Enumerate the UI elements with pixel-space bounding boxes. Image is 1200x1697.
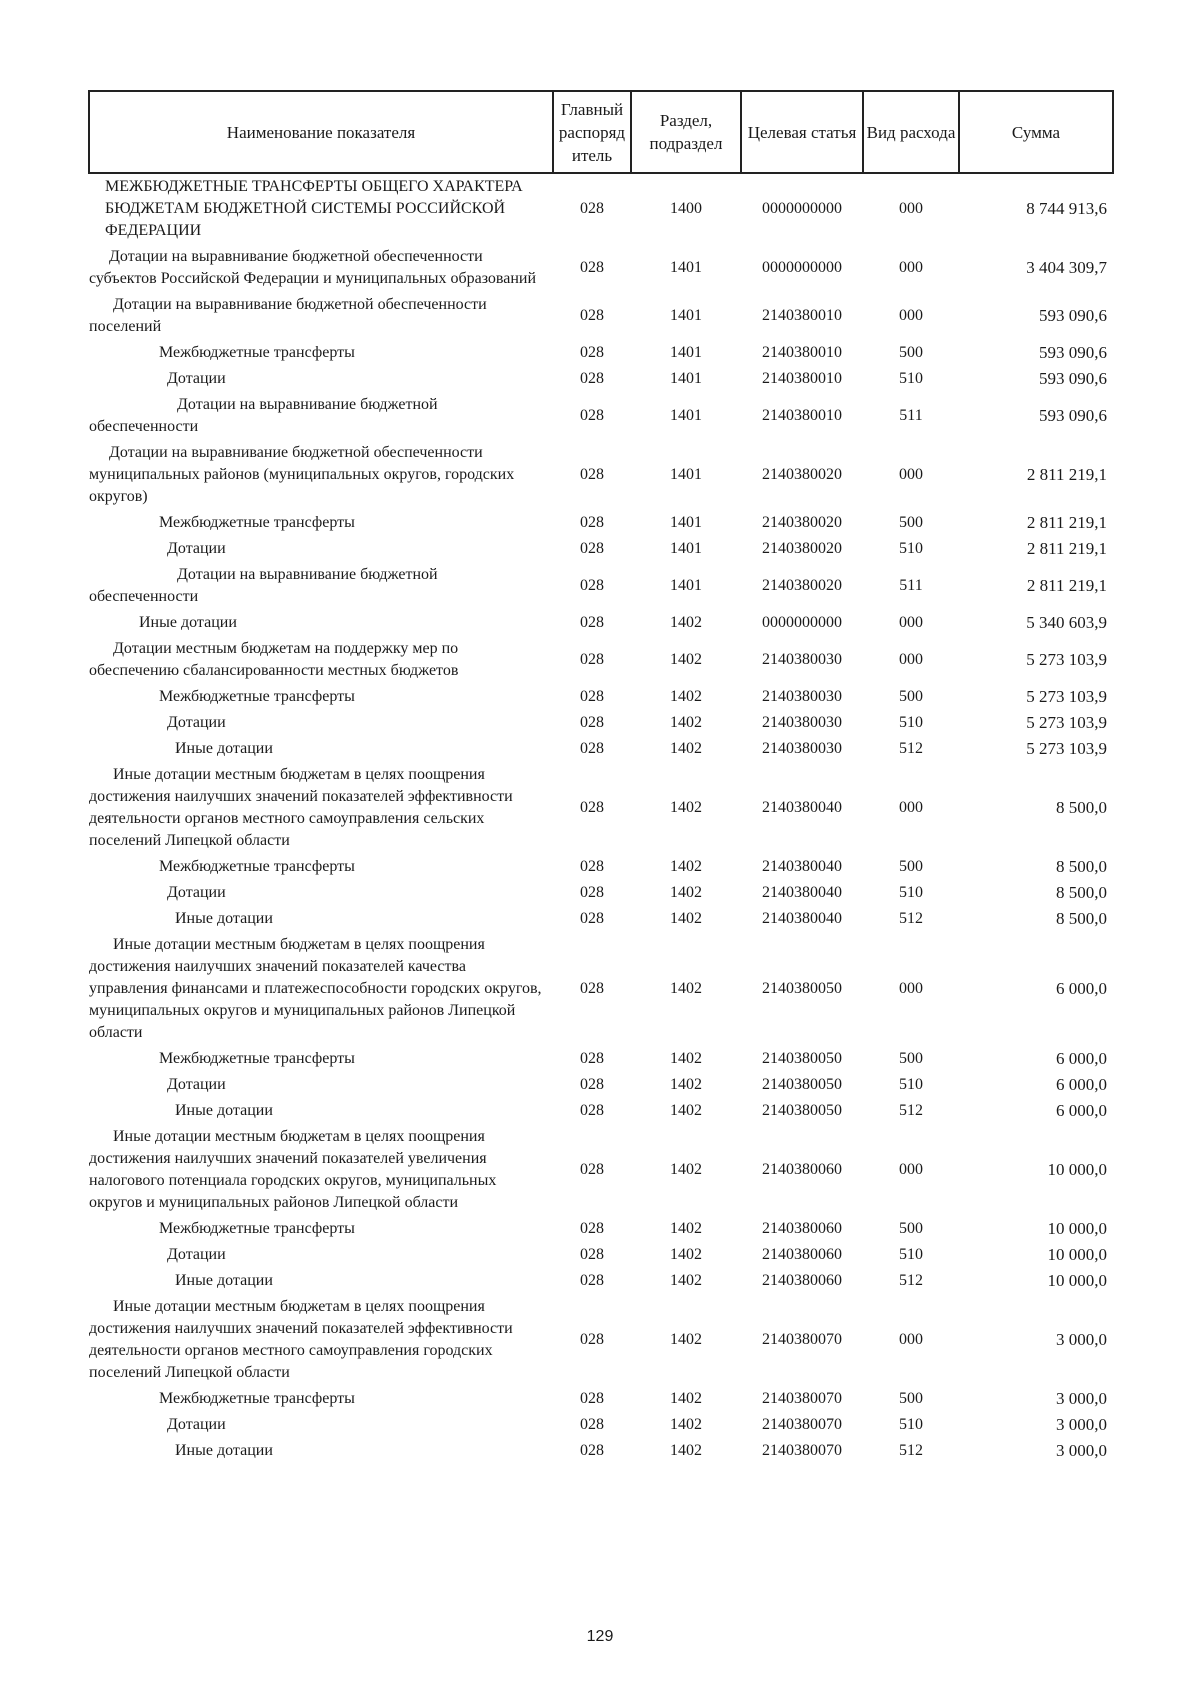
row-celevaya: 2140380040 [762, 858, 842, 875]
row-razdel: 1402 [670, 1442, 702, 1459]
row-glavny: 028 [580, 614, 604, 631]
row-name: Дотации [167, 714, 226, 731]
table-header [89, 91, 1113, 173]
row-glavny: 028 [580, 1390, 604, 1407]
table-row [89, 536, 1113, 562]
row-summa: 6 000,0 [1056, 1075, 1107, 1094]
row-vid: 512 [899, 1272, 923, 1289]
table-row [89, 440, 1113, 510]
row-celevaya: 2140380020 [762, 540, 842, 557]
page-number: 129 [586, 1628, 614, 1645]
row-vid: 500 [899, 344, 923, 361]
row-name: Межбюджетные трансферты [159, 1050, 355, 1067]
row-name: Дотации [167, 1416, 226, 1433]
row-vid: 000 [899, 1161, 923, 1178]
row-razdel: 1402 [670, 688, 702, 705]
row-razdel: 1401 [670, 370, 702, 387]
row-summa: 2 811 219,1 [1026, 513, 1107, 532]
row-glavny: 028 [580, 714, 604, 731]
row-celevaya: 2140380070 [762, 1390, 842, 1407]
row-razdel: 1402 [670, 858, 702, 875]
row-summa: 10 000,0 [1047, 1245, 1107, 1264]
header-razdel: Раздел, подраздел [631, 91, 741, 173]
table-row [89, 1124, 1113, 1216]
row-name: Дотации [167, 884, 226, 901]
row-razdel: 1402 [670, 714, 702, 731]
row-summa: 8 744 913,6 [1026, 199, 1107, 218]
row-name: Иные дотации [175, 1272, 273, 1289]
row-summa: 593 090,6 [1039, 406, 1107, 425]
row-summa: 10 000,0 [1047, 1219, 1107, 1238]
row-vid: 000 [899, 307, 923, 324]
row-celevaya: 2140380060 [762, 1220, 842, 1237]
row-summa: 3 000,0 [1056, 1415, 1107, 1434]
row-summa: 10 000,0 [1047, 1271, 1107, 1290]
row-razdel: 1402 [670, 740, 702, 757]
row-glavny: 028 [580, 1220, 604, 1237]
row-summa: 8 500,0 [1056, 883, 1107, 902]
row-vid: 000 [899, 200, 923, 217]
row-glavny: 028 [580, 1246, 604, 1263]
table-row [89, 880, 1113, 906]
row-razdel: 1401 [670, 540, 702, 557]
row-razdel: 1402 [670, 1050, 702, 1067]
row-celevaya: 2140380030 [762, 740, 842, 757]
row-glavny: 028 [580, 1442, 604, 1459]
row-razdel: 1402 [670, 884, 702, 901]
row-celevaya: 2140380060 [762, 1272, 842, 1289]
row-vid: 512 [899, 1102, 923, 1119]
row-razdel: 1401 [670, 577, 702, 594]
table-row [89, 1412, 1113, 1438]
row-vid: 500 [899, 1050, 923, 1067]
row-vid: 510 [899, 884, 923, 901]
row-razdel: 1402 [670, 799, 702, 816]
row-glavny: 028 [580, 1331, 604, 1348]
table-row [89, 1216, 1113, 1242]
row-summa: 3 000,0 [1056, 1389, 1107, 1408]
table-row [89, 684, 1113, 710]
row-celevaya: 0000000000 [762, 614, 842, 631]
row-vid: 512 [899, 740, 923, 757]
row-vid: 500 [899, 1220, 923, 1237]
row-name: Дотации [167, 540, 226, 557]
table-row [89, 854, 1113, 880]
table-row [89, 1438, 1113, 1464]
row-glavny: 028 [580, 884, 604, 901]
table-row [89, 636, 1113, 684]
row-summa: 5 273 103,9 [1026, 650, 1107, 669]
row-glavny: 028 [580, 514, 604, 531]
row-celevaya: 2140380030 [762, 651, 842, 668]
table-row [89, 1072, 1113, 1098]
row-summa: 593 090,6 [1039, 369, 1107, 388]
row-summa: 6 000,0 [1056, 979, 1107, 998]
row-celevaya: 2140380020 [762, 577, 842, 594]
row-vid: 512 [899, 1442, 923, 1459]
row-name: Иные дотации местным бюджетам в целях поощрения достижения наилучших значений показателей эффективности деятельности органов местного самоуправления сельских поселений Липецкой области [89, 766, 513, 849]
row-celevaya: 2140380010 [762, 407, 842, 424]
row-glavny: 028 [580, 307, 604, 324]
table-row [89, 736, 1113, 762]
row-vid: 510 [899, 1246, 923, 1263]
row-summa: 6 000,0 [1056, 1049, 1107, 1068]
row-razdel: 1402 [670, 1076, 702, 1093]
table-row [89, 1046, 1113, 1072]
row-vid: 511 [899, 407, 923, 424]
row-razdel: 1402 [670, 980, 702, 997]
row-glavny: 028 [580, 1416, 604, 1433]
row-razdel: 1402 [670, 614, 702, 631]
row-razdel: 1402 [670, 1161, 702, 1178]
table-row [89, 710, 1113, 736]
row-glavny: 028 [580, 980, 604, 997]
row-glavny: 028 [580, 858, 604, 875]
row-razdel: 1401 [670, 407, 702, 424]
row-name: Дотации на выравнивание бюджетной обеспеченности муниципальных районов (муниципальных округов, городских округов) [89, 444, 515, 505]
row-summa: 3 000,0 [1056, 1441, 1107, 1460]
row-glavny: 028 [580, 344, 604, 361]
row-celevaya: 2140380040 [762, 910, 842, 927]
row-glavny: 028 [580, 1102, 604, 1119]
row-vid: 000 [899, 1331, 923, 1348]
table-row [89, 1294, 1113, 1386]
header-summa: Сумма [959, 91, 1113, 173]
row-celevaya: 2140380040 [762, 799, 842, 816]
row-glavny: 028 [580, 651, 604, 668]
row-summa: 3 000,0 [1056, 1330, 1107, 1349]
row-name: Межбюджетные трансферты [159, 514, 355, 531]
row-summa: 6 000,0 [1056, 1101, 1107, 1120]
row-name: Дотации [167, 1246, 226, 1263]
row-name: Иные дотации [175, 740, 273, 757]
row-celevaya: 2140380040 [762, 884, 842, 901]
table-row [89, 1242, 1113, 1268]
row-celevaya: 2140380070 [762, 1416, 842, 1433]
row-name: Межбюджетные трансферты [159, 344, 355, 361]
row-razdel: 1402 [670, 1220, 702, 1237]
row-celevaya: 2140380030 [762, 714, 842, 731]
row-celevaya: 2140380020 [762, 514, 842, 531]
row-vid: 512 [899, 910, 923, 927]
row-name: Межбюджетные трансферты [159, 1390, 355, 1407]
row-summa: 5 273 103,9 [1026, 687, 1107, 706]
row-razdel: 1401 [670, 259, 702, 276]
row-name: Иные дотации местным бюджетам в целях поощрения достижения наилучших значений показателей эффективности деятельности органов местного самоуправления городских поселений Липецкой области [89, 1298, 513, 1381]
row-razdel: 1402 [670, 1246, 702, 1263]
row-summa: 5 340 603,9 [1026, 613, 1107, 632]
row-summa: 5 273 103,9 [1026, 713, 1107, 732]
row-name: Дотации на выравнивание бюджетной обеспеченности поселений [89, 296, 487, 335]
row-celevaya: 2140380010 [762, 307, 842, 324]
row-glavny: 028 [580, 688, 604, 705]
row-glavny: 028 [580, 540, 604, 557]
row-name: Иные дотации [175, 1102, 273, 1119]
row-vid: 510 [899, 714, 923, 731]
row-celevaya: 2140380070 [762, 1331, 842, 1348]
row-glavny: 028 [580, 1076, 604, 1093]
row-glavny: 028 [580, 799, 604, 816]
header-celevaya: Целевая статья [741, 91, 863, 173]
table-row [89, 244, 1113, 292]
table-row [89, 562, 1113, 610]
row-summa: 2 811 219,1 [1026, 576, 1107, 595]
row-vid: 000 [899, 980, 923, 997]
row-name: Дотации на выравнивание бюджетной обеспеченности [89, 566, 438, 605]
header-vid: Вид расхода [863, 91, 959, 173]
row-summa: 593 090,6 [1039, 343, 1107, 362]
row-razdel: 1401 [670, 514, 702, 531]
row-vid: 500 [899, 514, 923, 531]
row-summa: 10 000,0 [1047, 1160, 1107, 1179]
row-glavny: 028 [580, 200, 604, 217]
row-razdel: 1401 [670, 466, 702, 483]
row-summa: 2 811 219,1 [1026, 465, 1107, 484]
row-glavny: 028 [580, 1050, 604, 1067]
row-name: Иные дотации местным бюджетам в целях поощрения достижения наилучших значений показателей качества управления финансами и платежеспособности городских округов, муниципальных округов и муниципальных районов Липецкой области [89, 936, 542, 1041]
header-name: Наименование показателя [89, 91, 553, 173]
row-summa: 8 500,0 [1056, 909, 1107, 928]
row-vid: 511 [899, 577, 923, 594]
table-row [89, 610, 1113, 636]
row-glavny: 028 [580, 370, 604, 387]
table-row [89, 392, 1113, 440]
row-name: Дотации на выравнивание бюджетной обеспеченности [89, 396, 438, 435]
row-name: Иные дотации [175, 910, 273, 927]
table-row [89, 340, 1113, 366]
row-razdel: 1402 [670, 1272, 702, 1289]
row-glavny: 028 [580, 259, 604, 276]
row-vid: 500 [899, 858, 923, 875]
row-glavny: 028 [580, 407, 604, 424]
row-celevaya: 2140380010 [762, 370, 842, 387]
row-name: Дотации [167, 370, 226, 387]
row-celevaya: 0000000000 [762, 200, 842, 217]
row-vid: 500 [899, 688, 923, 705]
row-vid: 500 [899, 1390, 923, 1407]
table-row [89, 1098, 1113, 1124]
table-row [89, 292, 1113, 340]
row-vid: 510 [899, 1416, 923, 1433]
table-row [89, 510, 1113, 536]
row-razdel: 1402 [670, 1331, 702, 1348]
row-celevaya: 2140380020 [762, 466, 842, 483]
row-celevaya: 2140380030 [762, 688, 842, 705]
table-row [89, 366, 1113, 392]
row-celevaya: 2140380060 [762, 1161, 842, 1178]
row-razdel: 1402 [670, 1390, 702, 1407]
table-row [89, 932, 1113, 1046]
row-razdel: 1402 [670, 1416, 702, 1433]
row-summa: 8 500,0 [1056, 798, 1107, 817]
row-vid: 000 [899, 651, 923, 668]
row-glavny: 028 [580, 577, 604, 594]
row-name: Иные дотации [175, 1442, 273, 1459]
row-name: Межбюджетные трансферты [159, 1220, 355, 1237]
row-name: Иные дотации местным бюджетам в целях поощрения достижения наилучших значений показателей увеличения налогового потенциала городских округов, муниципальных округов и муниципальных районов Липецкой области [89, 1128, 497, 1211]
row-razdel: 1400 [670, 200, 702, 217]
row-razdel: 1402 [670, 910, 702, 927]
row-vid: 000 [899, 259, 923, 276]
row-glavny: 028 [580, 740, 604, 757]
row-summa: 8 500,0 [1056, 857, 1107, 876]
row-celevaya: 2140380050 [762, 1102, 842, 1119]
table-row [89, 1386, 1113, 1412]
row-name: МЕЖБЮДЖЕТНЫЕ ТРАНСФЕРТЫ ОБЩЕГО ХАРАКТЕРА БЮДЖЕТАМ БЮДЖЕТНОЙ СИСТЕМЫ РОССИЙСКОЙ ФЕДЕРАЦИИ [105, 178, 523, 239]
row-summa: 5 273 103,9 [1026, 739, 1107, 758]
row-celevaya: 2140380060 [762, 1246, 842, 1263]
row-celevaya: 2140380050 [762, 1050, 842, 1067]
row-vid: 000 [899, 466, 923, 483]
row-glavny: 028 [580, 1272, 604, 1289]
row-summa: 2 811 219,1 [1026, 539, 1107, 558]
row-name: Дотации на выравнивание бюджетной обеспеченности субъектов Российской Федерации и муниципальных образований [89, 248, 537, 287]
table-row [89, 762, 1113, 854]
row-glavny: 028 [580, 1161, 604, 1178]
row-name: Межбюджетные трансферты [159, 858, 355, 875]
row-vid: 000 [899, 799, 923, 816]
row-summa: 3 404 309,7 [1026, 258, 1107, 277]
row-razdel: 1401 [670, 307, 702, 324]
row-razdel: 1402 [670, 1102, 702, 1119]
budget-table [88, 90, 1114, 1464]
row-name: Дотации местным бюджетам на поддержку мер по обеспечению сбалансированности местных бюджетов [89, 640, 459, 679]
table-row [89, 173, 1113, 244]
row-razdel: 1402 [670, 651, 702, 668]
row-name: Дотации [167, 1076, 226, 1093]
row-razdel: 1401 [670, 344, 702, 361]
row-vid: 510 [899, 1076, 923, 1093]
row-celevaya: 2140380010 [762, 344, 842, 361]
row-vid: 510 [899, 540, 923, 557]
header-glavny: Главный распоряд итель [553, 91, 631, 173]
row-celevaya: 2140380070 [762, 1442, 842, 1459]
row-summa: 593 090,6 [1039, 306, 1107, 325]
row-vid: 000 [899, 614, 923, 631]
row-celevaya: 2140380050 [762, 1076, 842, 1093]
row-name: Иные дотации [139, 614, 237, 631]
row-celevaya: 2140380050 [762, 980, 842, 997]
table-row [89, 1268, 1113, 1294]
row-vid: 510 [899, 370, 923, 387]
row-glavny: 028 [580, 466, 604, 483]
table-row [89, 906, 1113, 932]
row-glavny: 028 [580, 910, 604, 927]
table-body [89, 173, 1113, 1464]
row-name: Межбюджетные трансферты [159, 688, 355, 705]
row-celevaya: 0000000000 [762, 259, 842, 276]
